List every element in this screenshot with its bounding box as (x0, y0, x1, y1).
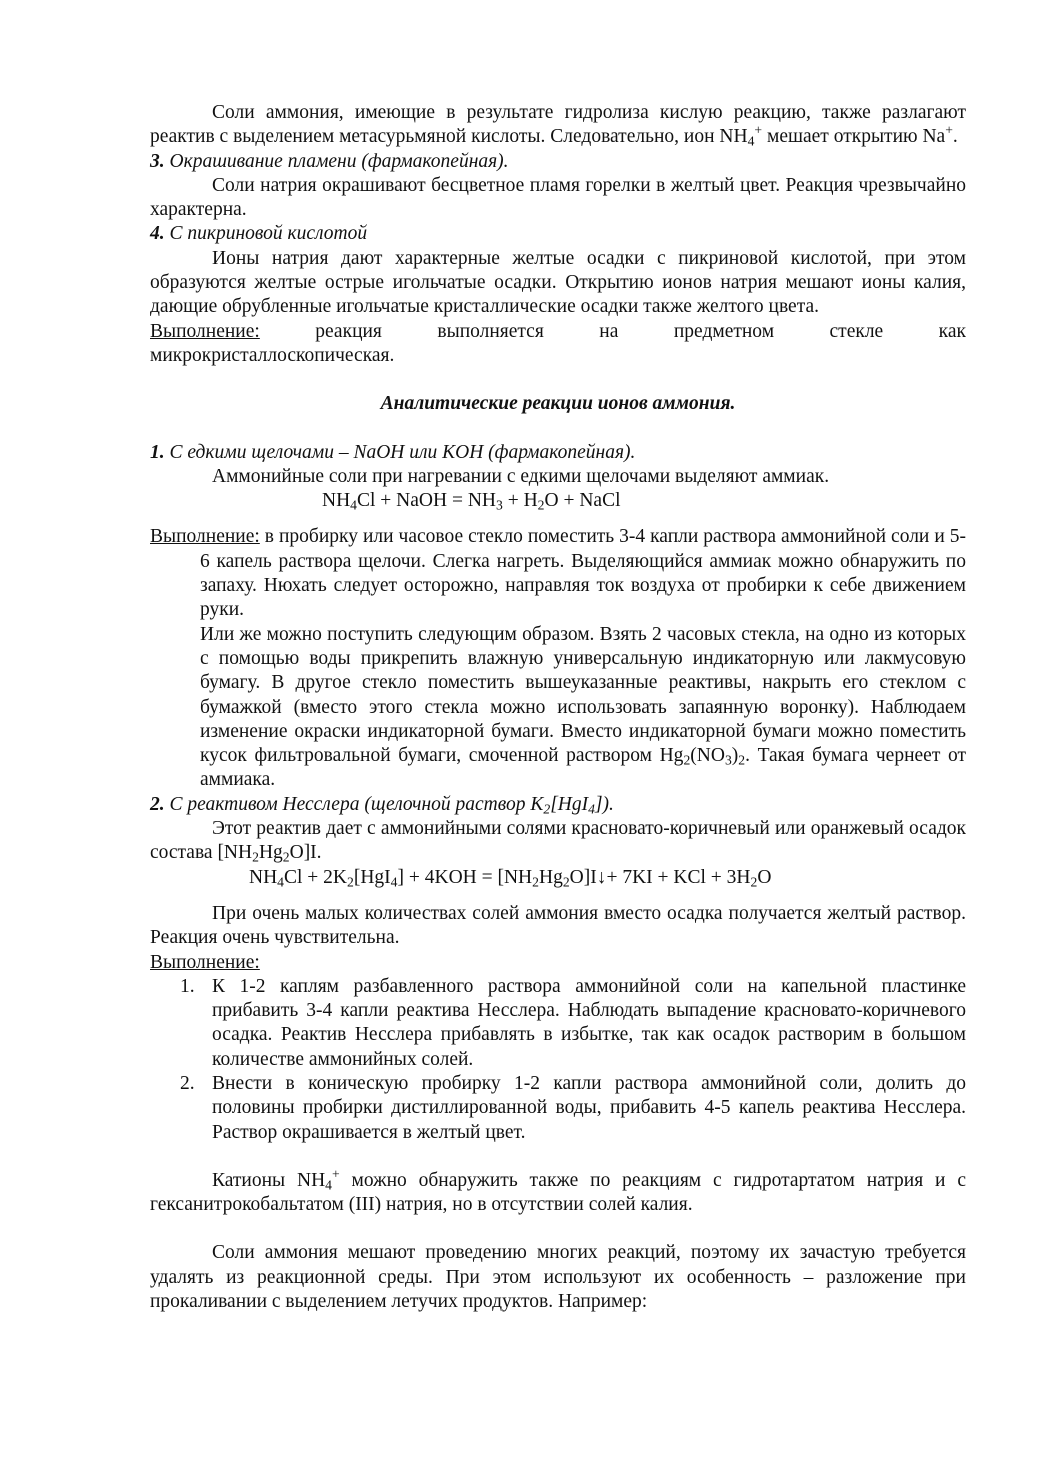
equation-2: $NH_4Cl + 2K_2[HgI_4] + 4KOH$ = $[NH_2Hg_2O]I↓+ 7KI$ + KCl + $3H_2O$ (249, 866, 772, 890)
equation-1: $NH_4Cl$ + NaOH = $NH_3 + H_2O$ + NaCl (322, 490, 621, 513)
execution-line-1-cont: микрокристаллоскопическая. (150, 344, 395, 366)
execution-line-1: Выполнение: реакция выполняется на предметном стекле как (150, 320, 966, 342)
paragraph-nessler: Этот реактив дает с аммонийными солями красновато-коричневый или оранжевый осадок состава $[NH_2Hg_2O]I$. (150, 818, 966, 865)
heading-flame-coloring: 3. Окрашивание пламени (фармакопейная). (150, 150, 509, 172)
section-title: Аналитические реакции ионов аммония. (380, 393, 736, 415)
paragraph-ammonium-interference: Соли аммония, имеющие в результате гидролиза кислую реакцию, также разлагают реактив с выделением метасурьмяной кислоты. Следовательно, ион $NH_4^+$ мешает открытию Na+. (150, 102, 966, 149)
execution-block-2: Выполнение: в пробирку или часовое стекло поместить 3-4 капли раствора аммонийной соли и 5-6 капель раствора щелочи. Слегка нагреть. Выделяющийся аммиак можно обнаружить по запаху. Нюхать следует осторожно, направляя ток воздуха от пробирки к себе движением руки. (150, 526, 966, 621)
heading-picric-acid: 4. С пикриновой кислотой (150, 223, 368, 245)
paragraph-alkalis: Аммонийные соли при нагревании с едкими щелочами выделяют аммиак. (212, 465, 830, 487)
paragraph-watch-glass: Или же можно поступить следующим образом. Взять 2 часовых стекла, на одно из которых с помощью воды прикрепить влажную универсальную индикаторную или лакмусовую бумагу. В другое стекло поместить вышеуказанные реактивы, накрыть его стеклом с бумажкой (вместо этого стекла можно использовать запаянную воронку). Наблюдаем изменение окраски индикаторной бумаги. Вместо индикаторной бумаги можно поместить кусок фильтровальной бумаги, смоченной раствором $Hg_2(NO_3)_2$. Такая бумага чернеет от аммиака. (200, 623, 966, 791)
procedure-list (150, 975, 966, 1145)
document-page (150, 101, 966, 1314)
heading-nessler: 2. С реактивом Несслера (щелочной раствор $K_2[HgI_4]$). (150, 793, 614, 817)
paragraph-removal: Соли аммония мешают проведению многих реакций, поэтому их зачастую требуется удалять из реакционной среды. При этом используют их особенность – разложение при прокаливании с выделением летучих продуктов. Например: (150, 1242, 966, 1313)
heading-caustic-alkalis: 1. С едкими щелочами – NaOH или KOH (фармакопейная). (150, 441, 636, 463)
paragraph-sensitivity: При очень малых количествах солей аммония вместо осадка получается желтый раствор. Реакция очень чувствительна. (150, 902, 966, 949)
paragraph-other-reactions: Катионы $NH_4^+$ можно обнаружить также по реакциям с гидротартатом натрия и с гексанитрокобальтатом (III) натрия, но в отсутствии солей калия. (150, 1166, 966, 1216)
execution-label-3: Выполнение: (150, 951, 260, 973)
paragraph-flame: Соли натрия окрашивают бесцветное пламя горелки в желтый цвет. Реакция чрезвычайно характерна. (150, 174, 966, 221)
procedure-step: 2. Внести в коническую пробирку 1-2 капли раствора аммонийной соли, долить до половины пробирки дистиллированной воды, прибавить 4-5 капель реактива Несслера. Раствор окрашивается в желтый цвет. (180, 1072, 966, 1143)
procedure-step: 1. К 1-2 каплям разбавленного раствора аммонийной соли на капельной пластинке прибавить 3-4 капли реактива Несслера. Наблюдать выпадение красновато-коричневого осадка. Реактив Несслера прибавлять в избытке, так как осадок растворим в большом количестве аммонийных солей. (180, 975, 966, 1070)
paragraph-picric: Ионы натрия дают характерные желтые осадки с пикриновой кислотой, при этом образуются желтые острые игольчатые осадки. Открытию ионов натрия мешают ионы калия, дающие обрубленные игольчатые кристаллические осадки также желтого цвета. (150, 247, 966, 318)
